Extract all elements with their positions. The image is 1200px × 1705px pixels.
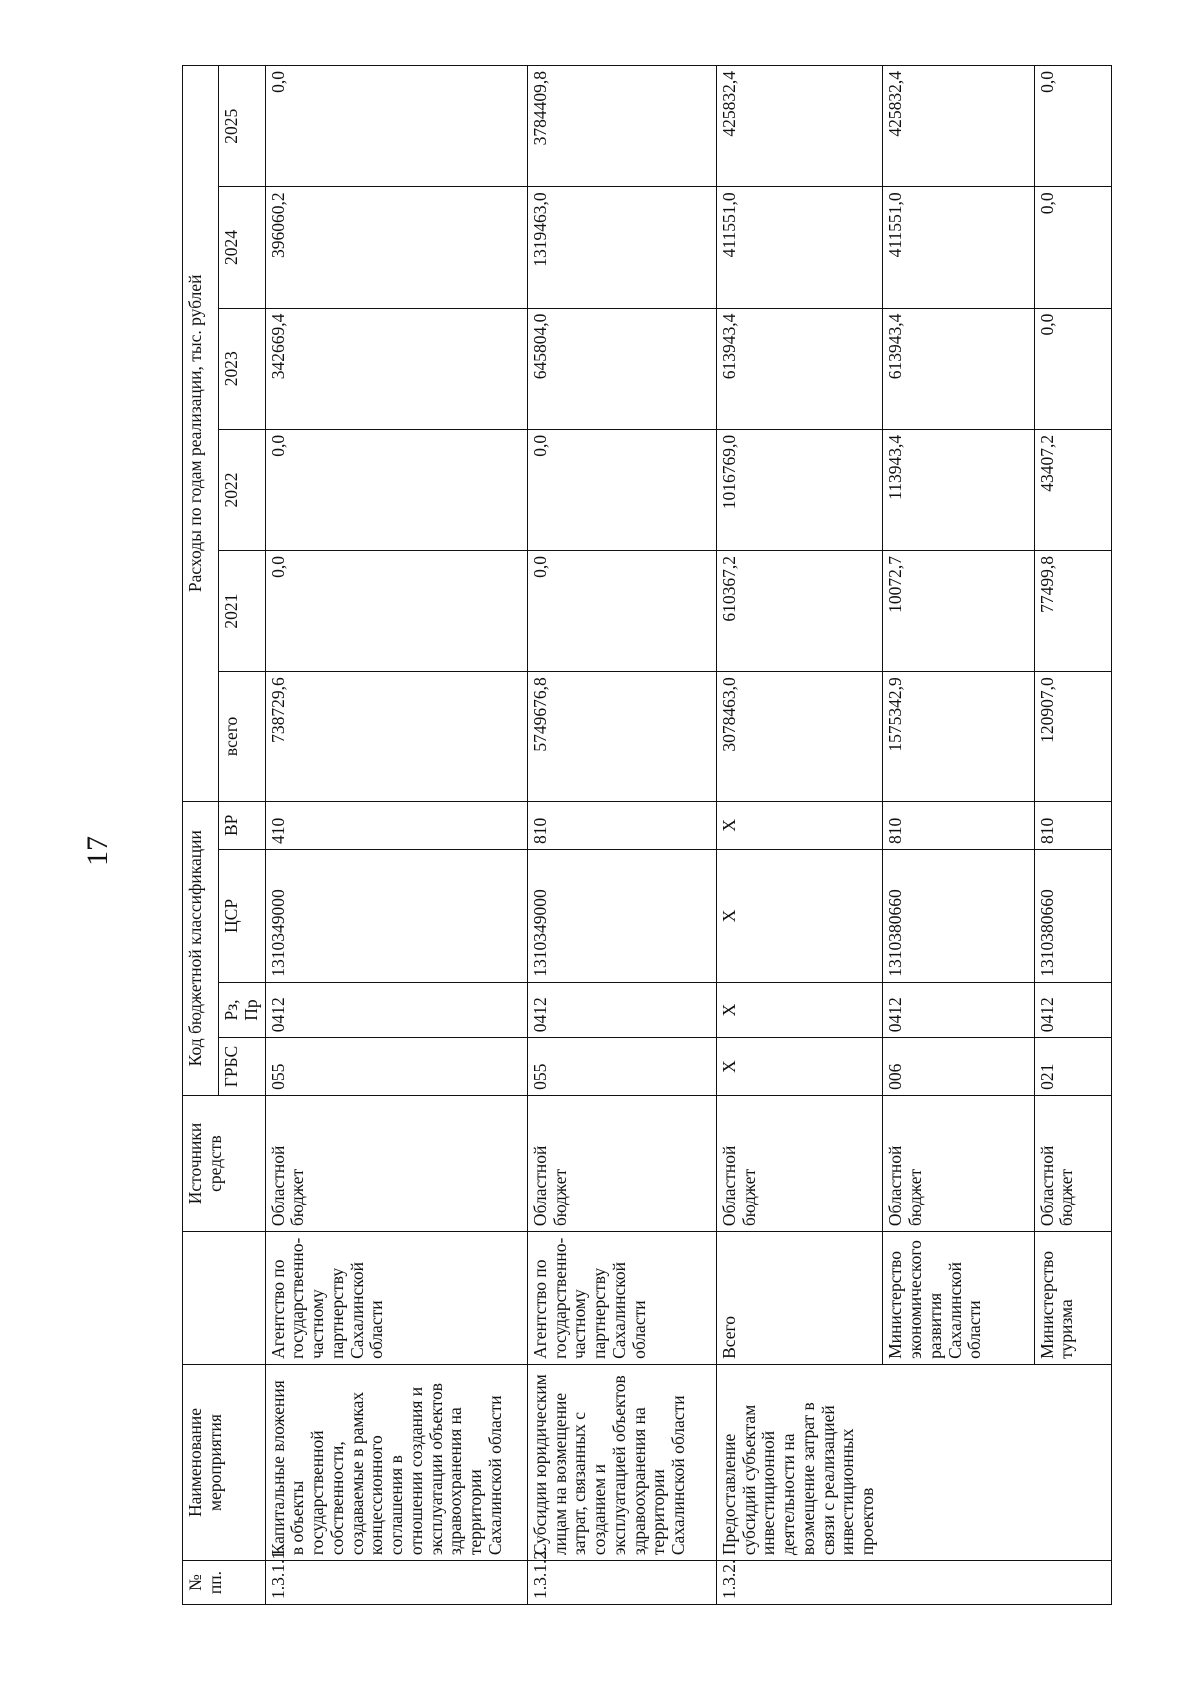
- row-vr: 410: [265, 801, 527, 850]
- header-sources: Источники средств: [183, 1095, 266, 1231]
- header-num: № пп.: [183, 1561, 266, 1605]
- header-2021: 2021: [219, 551, 266, 672]
- row-num: 1.3.2.: [716, 1561, 1111, 1605]
- row-2022: 0,0: [527, 429, 716, 550]
- row-grbs: 006: [883, 1038, 1034, 1096]
- header-grbs: ГРБС: [219, 1038, 266, 1096]
- row-vr: 810: [527, 801, 716, 850]
- row-csr: 1310349000: [265, 850, 527, 983]
- row-name: Предоставление субсидий субъектам инвестиционной деятельности на возмещение затрат в связи с реализацией инвестиционных проектов: [716, 1364, 1111, 1560]
- header-executor: [183, 1232, 266, 1365]
- row-2024: 411551,0: [883, 187, 1034, 308]
- row-grbs: 055: [265, 1038, 527, 1096]
- row-rz-pr: X: [716, 982, 882, 1037]
- row-vr: X: [716, 801, 882, 850]
- row-2025: 0,0: [1034, 66, 1111, 187]
- row-2021: 77499,8: [1034, 551, 1111, 672]
- row-total: 3078463,0: [716, 672, 882, 801]
- row-total: 5749676,8: [527, 672, 716, 801]
- row-executor: Агентство по государственно-частному партнерству Сахалинской области: [527, 1232, 716, 1365]
- row-name: Капитальные вложения в объекты государственной собственности, создаваемые в рамках концессионного соглашения в отношении создания и эксплуатации объектов здравоохранения на территории Сахалинской области: [265, 1364, 527, 1560]
- row-2023: 342669,4: [265, 308, 527, 429]
- row-source: Областной бюджет: [716, 1095, 882, 1231]
- row-executor: Министерство туризма: [1034, 1232, 1111, 1365]
- header-budget-code: Код бюджетной классификации: [183, 801, 219, 1095]
- header-rz-pr: Рз, Пр: [219, 982, 266, 1037]
- row-total: 1575342,9: [883, 672, 1034, 801]
- header-total: всего: [219, 672, 266, 801]
- row-csr: 1310349000: [527, 850, 716, 983]
- row-2024: 411551,0: [716, 187, 882, 308]
- row-rz-pr: 0412: [883, 982, 1034, 1037]
- table-row: [265, 66, 527, 1605]
- row-name: Субсидии юридическим лицам на возмещение затрат, связанных с созданием и эксплуатацией объектов здравоохранения на территории Сахалинской области: [527, 1364, 716, 1560]
- header-2024: 2024: [219, 187, 266, 308]
- row-rz-pr: 0412: [1034, 982, 1111, 1037]
- row-2025: 0,0: [265, 66, 527, 187]
- header-2022: 2022: [219, 429, 266, 550]
- row-2025: 425832,4: [716, 66, 882, 187]
- row-vr: 810: [883, 801, 1034, 850]
- table-row: [527, 66, 716, 1605]
- row-csr: 1310380660: [883, 850, 1034, 983]
- budget-table: [182, 65, 1112, 1605]
- row-2024: 396060,2: [265, 187, 527, 308]
- row-2022: 1016769,0: [716, 429, 882, 550]
- row-source: Областной бюджет: [1034, 1095, 1111, 1231]
- row-2024: 1319463,0: [527, 187, 716, 308]
- row-num: 1.3.1.2.: [527, 1561, 716, 1605]
- row-rz-pr: 0412: [265, 982, 527, 1037]
- header-2023: 2023: [219, 308, 266, 429]
- row-2021: 10072,7: [883, 551, 1034, 672]
- table-row: [716, 66, 882, 1605]
- page-number: 17: [81, 836, 114, 866]
- rotated-table-container: [182, 65, 1112, 1605]
- row-2025: 3784409,8: [527, 66, 716, 187]
- row-csr: 1310380660: [1034, 850, 1111, 983]
- row-2021: 610367,2: [716, 551, 882, 672]
- row-rz-pr: 0412: [527, 982, 716, 1037]
- row-csr: X: [716, 850, 882, 983]
- row-vr: 810: [1034, 801, 1111, 850]
- header-expenses: Расходы по годам реализации, тыс. рублей: [183, 66, 219, 802]
- row-total: 120907,0: [1034, 672, 1111, 801]
- row-2022: 113943,4: [883, 429, 1034, 550]
- row-2022: 43407,2: [1034, 429, 1111, 550]
- row-total: 738729,6: [265, 672, 527, 801]
- row-source: Областной бюджет: [527, 1095, 716, 1231]
- row-2024: 0,0: [1034, 187, 1111, 308]
- row-executor: Всего: [716, 1232, 882, 1365]
- row-grbs: 021: [1034, 1038, 1111, 1096]
- row-executor: Министерство экономического развития Сахалинской области: [883, 1232, 1034, 1365]
- row-2025: 425832,4: [883, 66, 1034, 187]
- row-num: 1.3.1.1.: [265, 1561, 527, 1605]
- row-source: Областной бюджет: [265, 1095, 527, 1231]
- row-2023: 0,0: [1034, 308, 1111, 429]
- row-source: Областной бюджет: [883, 1095, 1034, 1231]
- row-2022: 0,0: [265, 429, 527, 550]
- header-vr: ВР: [219, 801, 266, 850]
- row-grbs: 055: [527, 1038, 716, 1096]
- row-2023: 613943,4: [883, 308, 1034, 429]
- row-2021: 0,0: [265, 551, 527, 672]
- row-executor: Агентство по государственно-частному партнерству Сахалинской области: [265, 1232, 527, 1365]
- row-grbs: X: [716, 1038, 882, 1096]
- header-csr: ЦСР: [219, 850, 266, 983]
- header-2025: 2025: [219, 66, 266, 187]
- row-2023: 645804,0: [527, 308, 716, 429]
- row-2021: 0,0: [527, 551, 716, 672]
- header-name: Наименование мероприятия: [183, 1364, 266, 1560]
- row-2023: 613943,4: [716, 308, 882, 429]
